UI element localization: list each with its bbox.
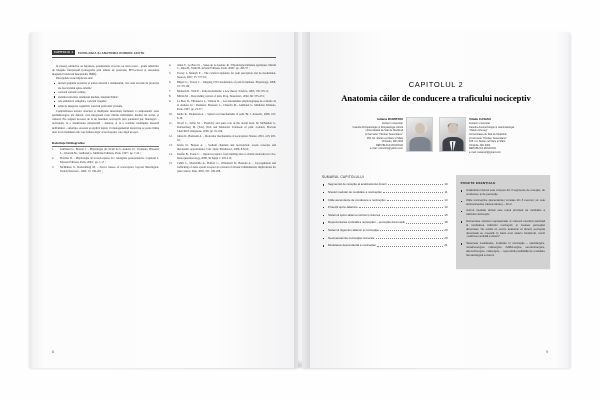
toc-leader bbox=[383, 192, 443, 193]
bibliography-entry: Allen F., Le Bars D. – Voies de la douleur. In : Physiologie humaine appliquée. Martin C., Riou B., Vallet B. Arnette Editions, Paris, 2006 : pp. 445-57 ; bbox=[177, 63, 276, 71]
bibliography-entry: McMahon S., Koltzenburg M. – Novel classes of nociceptors: beyond Sherrington. Trends Neurosci., 1992, 15: 199-201 ; bbox=[60, 166, 159, 174]
toc-page: 10 bbox=[444, 182, 448, 187]
toc-label: Modularea descendentă a nocicepției bbox=[328, 243, 376, 248]
bibliography-entry: Melzack R., Wall P. – Pain mechanisms: a new theory. Science, 1965, 150: 971-9; bbox=[177, 90, 269, 94]
chapter-summary-heading: SUMARUL CAPITOLULUI bbox=[322, 174, 364, 179]
toc-page: 13 bbox=[444, 197, 448, 202]
toc-item[interactable] bbox=[322, 220, 448, 224]
toc-label: Sistemul spino-talamo-cortical și durerea bbox=[328, 212, 381, 217]
bullet-list bbox=[52, 81, 159, 107]
author-entry-1 bbox=[339, 117, 433, 155]
page-number-left: 8 bbox=[52, 350, 54, 354]
toc-leader bbox=[406, 223, 443, 224]
author-line: Chișinău, MD 2004 bbox=[469, 143, 491, 147]
author-line: și Farmacie "Nicolae Testemițanu" bbox=[469, 136, 507, 140]
chapter-summary bbox=[322, 175, 448, 251]
author-line: REPUBLICA MOLDOVA bbox=[469, 147, 497, 151]
author-line: și Farmacie "Nicolae Testemițanu" bbox=[365, 132, 403, 136]
author-name: Iuliana DUMITRIU bbox=[377, 117, 403, 121]
bibliography-entry: Bingel U., Tracey I. – Imaging CNS modulation of pain in humans. Physiology, 2008, 23: 371-80; bbox=[177, 81, 276, 89]
chapter-number: CAPITOLUL 2 bbox=[408, 80, 464, 89]
bibliography-entry: Cahill C., Morinville A., Hoffert C., O'Donnell D., Beaudet A. – Up-regulation and trafficking of delta opioid receptor in a model of chronic inflammation: implications for pain control. Pain, 2003, 101: 199-208. bbox=[177, 161, 276, 173]
toc-item[interactable] bbox=[322, 228, 448, 232]
author-line: Catedra Anesteziologie și reanimatologie bbox=[469, 125, 515, 129]
running-head-tag: CAPITOLUL 1 bbox=[54, 51, 74, 54]
toc-page: 20 bbox=[444, 228, 448, 233]
bibliography-entry: Mello R., Dickenson A. – Spinal cord mechanisms of pain. Br. J. Anaesth., 2008, 101: 8-16; bbox=[177, 113, 276, 121]
toc-leader bbox=[380, 230, 443, 231]
author-line: e-mail: i.dumitriu@yahoo.com bbox=[369, 147, 403, 151]
toc-page: 21 bbox=[444, 243, 448, 248]
toc-label: Segmentul de recepție al analizatorului durerii bbox=[328, 182, 387, 187]
toc-leader bbox=[382, 215, 443, 216]
author-line: 165, bd. Ștefan cel Mare și Sfânt bbox=[366, 136, 403, 140]
toc-item[interactable] bbox=[322, 236, 448, 240]
author-details-2 bbox=[469, 117, 533, 155]
bibliography-title: Referințe bibliografice bbox=[52, 140, 85, 145]
toc-item[interactable] bbox=[322, 205, 448, 209]
toc-item[interactable] bbox=[322, 190, 448, 194]
bibliography-list-column-2 bbox=[169, 64, 276, 174]
author-line: Universitatea de Stat de Medicină bbox=[365, 129, 403, 133]
bibliography-list-column-1 bbox=[52, 148, 159, 174]
author-line: Catedra Fiziopatologie și fiziopatologie clinică bbox=[352, 125, 403, 129]
bibliography-rule bbox=[52, 146, 159, 147]
key-point-item: Căile nociceptive (ascendente) constau din 3 neuroni, iar cele antinociceptive (descendente) – din 2. bbox=[461, 199, 545, 207]
author-line: Chișinău, MD 2004 bbox=[381, 140, 403, 144]
left-column-1 bbox=[52, 64, 159, 176]
author-line: Asistent universitar bbox=[469, 122, 491, 126]
bibliography-entry: Julius D., Basbaum A. – Molecular mechanisms of nociception. Nature, 2001, 413: 203-10; bbox=[177, 135, 276, 142]
toc-leader bbox=[388, 184, 443, 185]
authors-block bbox=[322, 117, 550, 155]
body-paragraph: Complexitatea acestor structuri și multiplele interrelații formează o componentă: zone epidemiologice ale durerii, care integrează toate trăirile individului, mediul lui social, și cultural. Ele asigură trecerea de la un fenomen nociceptiv prin parametri pur fiziologici – nocicepția, la o manifestare emoțională – durerea, și la o realitate totalmente inerentă individului – suferința. Aceasta și explică faptul, că managementul durerii nu se poate limita doar la un tratament etiic sau farmacologic al nocicepției, care după un eșec. bbox=[52, 109, 159, 134]
key-point-item: Analizatorul durerii este compus din 3 segmente de recepție, de conducere și de percepție. bbox=[461, 189, 545, 197]
author-line: REPUBLICA MOLDOVA bbox=[375, 143, 403, 147]
toc-leader bbox=[359, 207, 443, 208]
author-line: 165, bd. Ștefan cel Mare și Sfânt bbox=[469, 140, 506, 144]
body-paragraph: în traseu), tehnicilor de depunere, potențialelor evocate, iar mai recent – grație tehnicilor de imagine funcțională (tomografia prin emisie de pozitroni, PET-scan-ul și rezonanța magnetică nucleară funcțională, fMRI). bbox=[52, 63, 159, 76]
author-line: e-mail: casianvit@gmail.com bbox=[469, 151, 501, 155]
toc-item[interactable] bbox=[322, 198, 448, 202]
page-number-right: 9 bbox=[546, 350, 548, 354]
list-item: cortexul somatic primar; bbox=[52, 90, 159, 94]
chapter-title: Anatomia căilor de conducere a traficului nociceptiv bbox=[341, 93, 531, 103]
key-points-heading: PUNCTE ESENȚIALE bbox=[460, 180, 496, 185]
author-entry-2 bbox=[439, 117, 533, 155]
list-item: aria emisferei: amigdala, cortexul cingular; bbox=[52, 99, 159, 103]
bibliography-entry: Millan M. – Descending control of pain. Prog. Neurobiol., 2002, 66: 355-474 ; bbox=[177, 95, 266, 99]
key-point-item: Numeroase structuri supraspinale și cortexul cerebral participă la modularea traficului nociceptiv și crearea percepției dureroase. Nu există un centru anatomic al durerii; percepția dureroasă se creează în baza unui sistem funcțional, numit „matricea centrală a durerii". bbox=[461, 220, 545, 239]
author-line: "Valeriu Ghereg" bbox=[469, 129, 488, 133]
toc-page: 13 bbox=[444, 205, 448, 210]
author-line: Universitatea de Stat de Medicină bbox=[469, 132, 507, 136]
chapter-summary-list bbox=[322, 182, 448, 247]
bibliography-entry: Tracey I., Mantyh P. – The cerebral signature for pain perception and its modulation. Neuron, 2007, 55: 377-91; bbox=[177, 72, 276, 80]
left-page-columns bbox=[52, 64, 276, 176]
bibliography-entry: Fletcher D. – Physiologie de la nociception. In : Analgésie postopératoire. Capitolul 2. Masson Editions, Paris, 2004 : pp. 1-17 ; bbox=[60, 157, 159, 165]
open-book bbox=[30, 32, 570, 368]
male-author-photo bbox=[439, 117, 466, 152]
toc-page: 18 bbox=[444, 220, 448, 225]
toc-leader bbox=[376, 238, 443, 239]
right-page-lower bbox=[322, 175, 550, 269]
author-details-1 bbox=[339, 117, 403, 151]
right-page bbox=[302, 32, 570, 368]
toc-label: Căile ascendente de conducere a nocicepției bbox=[328, 197, 386, 202]
author-name: Vitalie CASIAN bbox=[469, 117, 491, 121]
female-author-photo bbox=[406, 117, 433, 152]
left-page bbox=[30, 32, 298, 368]
list-item: sistemul reticulat, talamusul median, sistemul limbic; bbox=[52, 95, 159, 99]
toc-label: Proiecții spino-talamice bbox=[328, 205, 358, 210]
toc-leader bbox=[387, 200, 443, 201]
toc-page: 11 bbox=[444, 189, 448, 194]
bibliography-entry: Kieffer B., Evans C. – Opioid receptors: from binding sites to visible molecules in vivo. Neuropharmacology, 2008, 56 Suppl 1: 205-212; bbox=[177, 152, 276, 160]
toc-page: 20 bbox=[444, 235, 448, 240]
running-head-title: FIZIOLOGIA ȘI ANATOMIA DURERII ACUTE bbox=[78, 50, 145, 55]
left-column-2 bbox=[169, 64, 276, 176]
list-item: nucleii grupului posterior și partea laterală a talamusului, care sunt locurile de proiecție ale fasciculului spino-talamic; bbox=[52, 81, 159, 89]
toc-leader bbox=[377, 246, 443, 247]
list-item: ariile de integrare cognitivă: cortexul prefrontal și insula. bbox=[52, 104, 159, 108]
toc-item[interactable] bbox=[322, 213, 448, 217]
toc-label: Sistemul trigemino-talamic și nocicepția bbox=[328, 228, 379, 233]
toc-label: Nivelul medular de modulare a nocicepției bbox=[328, 189, 382, 194]
toc-page: 15 bbox=[444, 212, 448, 217]
key-point-item: Sistemele mediatoare, implicate în nocicepție – opioidergice, noradrenergice, colinergice, GABA-ergice, serotoninergice, adenozinergice, colinergice – reprezintă posibilități de modulare farmacologică a durerii. bbox=[461, 242, 545, 258]
key-point-item: Cornul medular dorsal este releul principal de modulare a traficului nociceptiv. bbox=[461, 209, 545, 217]
toc-item[interactable] bbox=[322, 243, 448, 247]
book-gutter bbox=[294, 32, 310, 368]
bibliography-entry: Woolf C., Salter M. – Plasticity and pain: role of the dorsal horn. In: McMahon S., Koltzenburg M. (Eds). Wall and Melzack's Textbook of pain. London, Elsevier Churchill Livingstone, 2006, pp. 91-106; bbox=[177, 122, 276, 134]
toc-label: Reprezentarea corticală a nocicepției – percepția dureroasă bbox=[328, 220, 405, 225]
bibliography-entry: Krebs D., Besson A. – Sodium channels and nociception: recent concepts and therapeutic opportunities. Curr. Opin. Pharmacol., 2008, 8:50-6; bbox=[177, 143, 276, 151]
key-points-list bbox=[461, 189, 545, 258]
running-head bbox=[52, 50, 276, 58]
key-points-box bbox=[456, 175, 550, 269]
author-line: Asistent universitar bbox=[381, 122, 403, 126]
bibliography-entry: Guilband G., Besson J. – Physiologie du circuit de la douleur. In : Douleurs. Brasseur L., Chauvin M., Guilband G. Médicine Editions, Paris, 1997 : pp. 7-22 ; bbox=[60, 148, 159, 156]
bibliography-entry: Le Bars D., Villanueva L., Chitour D. – Les mécanismes physiologiques de contrôle de la douleur. In : Douleurs. Brasseur L., Chauvin M., Guilband G. Médicine Editions, Paris, 1997, pp. 23-37; bbox=[177, 100, 276, 112]
toc-item[interactable] bbox=[322, 182, 448, 186]
toc-label: Neuroanatomia nocicepției viscerale bbox=[328, 235, 375, 240]
body-paragraph: Principalele zone implicate sunt: bbox=[56, 75, 94, 80]
